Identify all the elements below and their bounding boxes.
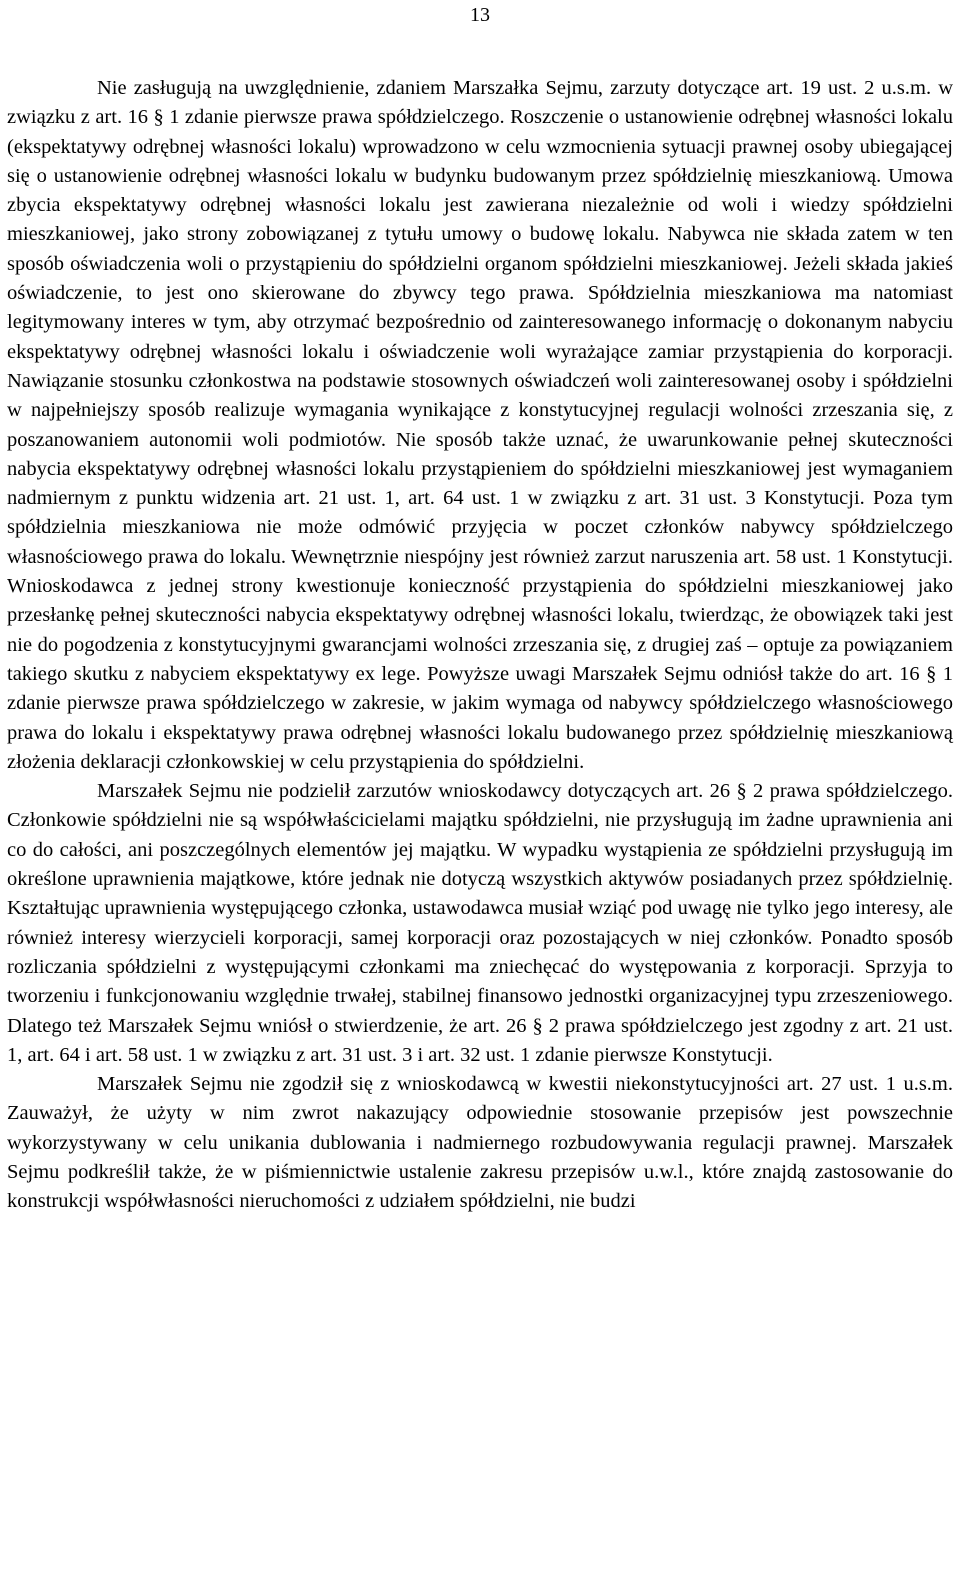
paragraph-1: Nie zasługują na uwzględnienie, zdaniem Marszałka Sejmu, zarzuty dotyczące art. 19 ust. 2 u.s.m. w związku z art. 16 § 1 zdanie pierwsze prawa spółdzielczego. Roszczenie o ustanowienie odrębnej własności lokalu (ekspektatywy odrębnej własności lokalu) wprowadzono w celu wzmocnienia sytuacji prawnej osoby ubiegającej się o ustanowienie odrębnej własności lokalu w budynku budowanym przez spółdzielnię mieszkaniową. Umowa zbycia ekspektatywy odrębnej własności lokalu jest zawierana niezależnie od woli i wiedzy spółdzielni mieszkaniowej, jako strony zobowiązanej z tytułu umowy o budowę lokalu. Nabywca nie składa zatem w ten sposób oświadczenia woli o przystąpieniu do spółdzielni organom spółdzielni mieszkaniowej. Jeżeli składa jakieś oświadczenie, to jest ono skierowane do zbywcy tego prawa. Spółdzielnia mieszkaniowa ma natomiast legitymowany interes w tym, aby otrzymać bezpośrednio od zainteresowanego informację o dokonanym nabyciu ekspektatywy odrębnej własności lokalu i oświadczenie woli wyrażające zamiar przystąpienia do korporacji. Nawiązanie stosunku członkostwa na podstawie stosownych oświadczeń woli zainteresowanej osoby i spółdzielni w najpełniejszy sposób realizuje wymagania wynikające z konstytucyjnej regulacji wolności zrzeszania się, z poszanowaniem autonomii woli podmiotów. Nie sposób także uznać, że uwarunkowanie pełnej skuteczności nabycia ekspektatywy odrębnej własności lokalu przystąpieniem do spółdzielni mieszkaniowej jest wymaganiem nadmiernym z punktu widzenia art. 21 ust. 1, art. 64 ust. 1 w związku z art. 31 ust. 3 Konstytucji. Poza tym spółdzielnia mieszkaniowa nie może odmówić przyjęcia w poczet członków nabywcy spółdzielczego własnościowego prawa do lokalu. Wewnętrznie niespójny jest również zarzut naruszenia art. 58 ust. 1 Konstytucji. Wnioskodawca z jednej strony kwestionuje konieczność przystąpienia do spółdzielni mieszkaniowej jako przesłankę pełnej skuteczności nabycia ekspektatywy odrębnej własności lokalu, twierdząc, że obowiązek taki jest nie do pogodzenia z konstytucyjnymi gwarancjami wolności zrzeszania się, z drugiej zaś – optuje za powiązaniem takiego skutku z nabyciem ekspektatywy ex lege. Powyższe uwagi Marszałek Sejmu odniósł także do art. 16 § 1 zdanie pierwsze prawa spółdzielczego w zakresie, w jakim wymaga od nabywcy spółdzielczego własnościowego prawa do lokalu i ekspektatywy prawa odrębnej własności lokalu budowanego przez spółdzielnię mieszkaniową złożenia deklaracji członkowskiej w celu przystąpienia do spółdzielni.	[7, 77, 953, 773]
page-number: 13	[470, 4, 490, 26]
paragraph-2: Marszałek Sejmu nie podzielił zarzutów wnioskodawcy dotyczących art. 26 § 2 prawa spółdzielczego. Członkowie spółdzielni nie są współwłaścicielami majątku spółdzielni, nie przysługują im żadne uprawnienia ani co do całości, ani poszczególnych elementów jej majątku. W wypadku wystąpienia ze spółdzielni przysługują im określone uprawnienia majątkowe, które jednak nie dotyczą wszystkich aktywów posiadanych przez spółdzielnię. Kształtując uprawnienia występującego członka, ustawodawca musiał wziąć pod uwagę nie tylko jego interesy, ale również interesy wierzycieli korporacji, samej korporacji oraz pozostających w niej członków. Ponadto sposób rozliczania spółdzielni z występującymi członkami ma zniechęcać do występowania z korporacji. Sprzyja to tworzeniu i funkcjonowaniu względnie trwałej, stabilnej finansowo jednostki organizacyjnej typu zrzeszeniowego. Dlatego też Marszałek Sejmu wniósł o stwierdzenie, że art. 26 § 2 prawa spółdzielczego jest zgodny z art. 21 ust. 1, art. 64 i art. 58 ust. 1 w związku z art. 31 ust. 3 i art. 32 ust. 1 zdanie pierwsze Konstytucji.	[7, 780, 953, 1066]
document-body	[7, 74, 953, 1217]
paragraph-3: Marszałek Sejmu nie zgodził się z wnioskodawcą w kwestii niekonstytucyjności art. 27 ust. 1 u.s.m. Zauważył, że użyty w nim zwrot nakazujący odpowiednie stosowanie przepisów jest powszechnie wykorzystywany w celu unikania dublowania i nadmiernego rozbudowywania regulacji prawnej. Marszałek Sejmu podkreślił także, że w piśmiennictwie ustalenie zakresu przepisów u.w.l., które znajdą zastosowanie do konstrukcji współwłasności nieruchomości z udziałem spółdzielni, nie budzi	[7, 1073, 953, 1213]
